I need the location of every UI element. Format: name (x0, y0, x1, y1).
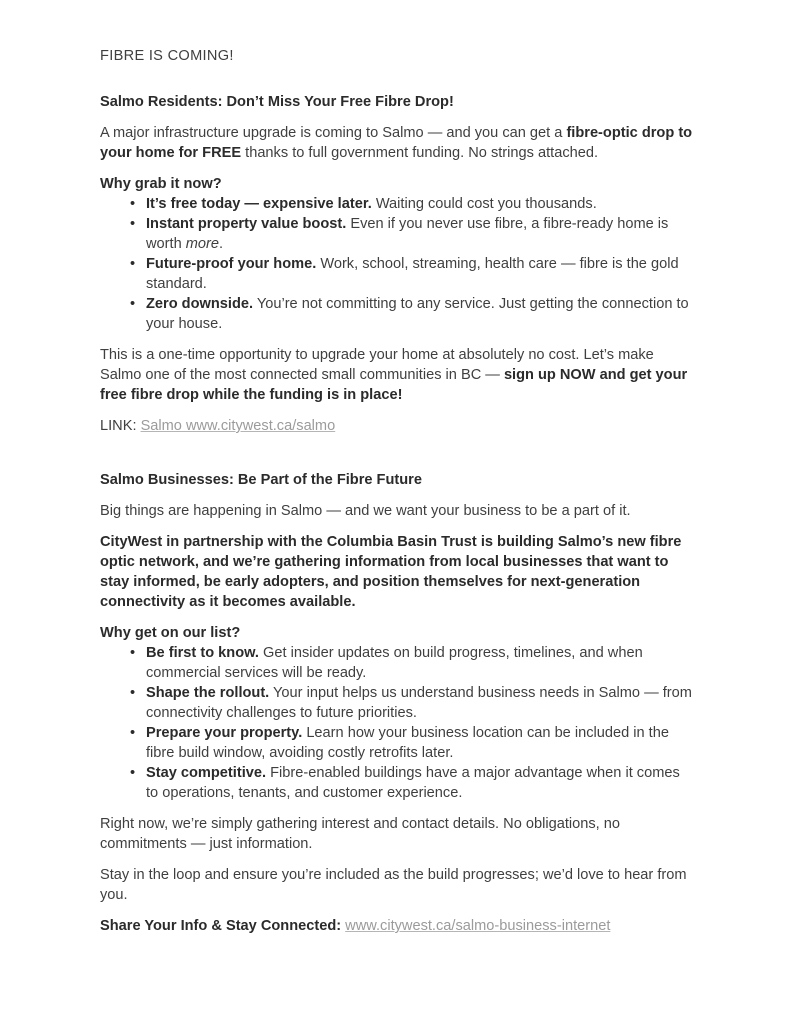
residents-intro-text: A major infrastructure upgrade is coming to Salmo — and you can get a (100, 125, 567, 141)
residents-why-heading: Why grab it now? (100, 176, 222, 192)
businesses-stay-in-loop-paragraph: Stay in the loop and ensure you’re included as the build progresses; we’d love to hear from you. (100, 867, 687, 903)
businesses-link[interactable]: www.citywest.ca/salmo-business-internet (345, 918, 611, 934)
bullet-lead: Be first to know. (146, 645, 259, 661)
bullet-lead: Instant property value boost. (146, 216, 347, 232)
bullet-item (130, 254, 695, 294)
bullet-italic: more (185, 236, 219, 252)
bullet-lead: Stay competitive. (146, 765, 267, 781)
bullet-rest: Even if you never use fibre, a fibre-ready home is worth (146, 216, 669, 252)
bullet-rest: Get insider updates on build progress, timelines, and when commercial services will be ready. (146, 645, 643, 681)
bullet-lead: Future-proof your home. (146, 256, 317, 272)
bullet-rest: You’re not committing to any service. Just getting the connection to your house. (146, 296, 689, 332)
bullet-icon: • (130, 685, 136, 701)
bullet-rest: Waiting could cost you thousands. (371, 196, 597, 212)
businesses-intro-paragraph: Big things are happening in Salmo — and we want your business to be a part of it. (100, 503, 631, 519)
bullet-icon: • (130, 725, 136, 741)
bullet-tail: . (219, 236, 224, 252)
businesses-why-heading: Why get on our list? (100, 625, 241, 641)
businesses-share-line (100, 916, 695, 936)
bullet-rest: Fibre-enabled buildings have a major advantage when it comes to operations, tenants, and customer experience. (146, 765, 680, 801)
businesses-heading: Salmo Businesses: Be Part of the Fibre Future (100, 472, 422, 488)
residents-closing-text: This is a one-time opportunity to upgrade your home at absolutely no cost. Let’s make Salmo one of the most connected small communities in BC — (100, 347, 654, 383)
businesses-gathering-paragraph: Right now, we’re simply gathering interest and contact details. No obligations, no commitments — just information. (100, 816, 620, 852)
bullet-rest: Learn how your business location can be included in the fibre build window, avoiding costly retrofits later. (146, 725, 669, 761)
bullet-item (130, 683, 695, 723)
bullet-item (130, 763, 695, 803)
residents-heading: Salmo Residents: Don’t Miss Your Free Fibre Drop! (100, 94, 454, 110)
bullet-item (130, 643, 695, 683)
share-label: Share Your Info & Stay Connected: (100, 918, 346, 934)
doc-title: FIBRE IS COMING! (100, 48, 234, 64)
residents-bullet-list (100, 194, 695, 334)
bullet-icon: • (130, 256, 136, 272)
businesses-partnership-paragraph: CityWest in partnership with the Columbia Basin Trust is building Salmo’s new fibre optic network, and we’re gathering information from local businesses that want to stay informed, be early adopters, and position themselves for next-generation connectivity as it becomes available. (100, 534, 682, 610)
residents-intro-paragraph (100, 123, 695, 163)
link-label: LINK: (100, 418, 141, 434)
bullet-item (130, 214, 695, 254)
bullet-icon: • (130, 765, 136, 781)
residents-intro-tail: thanks to full government funding. No strings attached. (241, 145, 599, 161)
residents-closing-bold: sign up NOW and get your free fibre drop while the funding is in place! (100, 367, 688, 403)
bullet-rest: Work, school, streaming, health care — fibre is the gold standard. (146, 256, 679, 292)
residents-link[interactable]: Salmo www.citywest.ca/salmo (140, 418, 336, 434)
bullet-icon: • (130, 196, 136, 212)
bullet-item (130, 194, 695, 214)
bullet-icon: • (130, 216, 136, 232)
residents-closing-paragraph (100, 345, 695, 405)
bullet-lead: It’s free today — expensive later. (146, 196, 372, 212)
bullet-rest: Your input helps us understand business needs in Salmo — from connectivity challenges to future priorities. (146, 685, 692, 721)
residents-intro-bold: fibre-optic drop to your home for FREE (100, 125, 693, 161)
businesses-bullet-list (100, 643, 695, 803)
bullet-icon: • (130, 645, 136, 661)
bullet-item (130, 723, 695, 763)
bullet-lead: Zero downside. (146, 296, 254, 312)
bullet-icon: • (130, 296, 136, 312)
bullet-lead: Shape the rollout. (146, 685, 270, 701)
residents-link-line (100, 416, 695, 436)
bullet-lead: Prepare your property. (146, 725, 303, 741)
bullet-item (130, 294, 695, 334)
